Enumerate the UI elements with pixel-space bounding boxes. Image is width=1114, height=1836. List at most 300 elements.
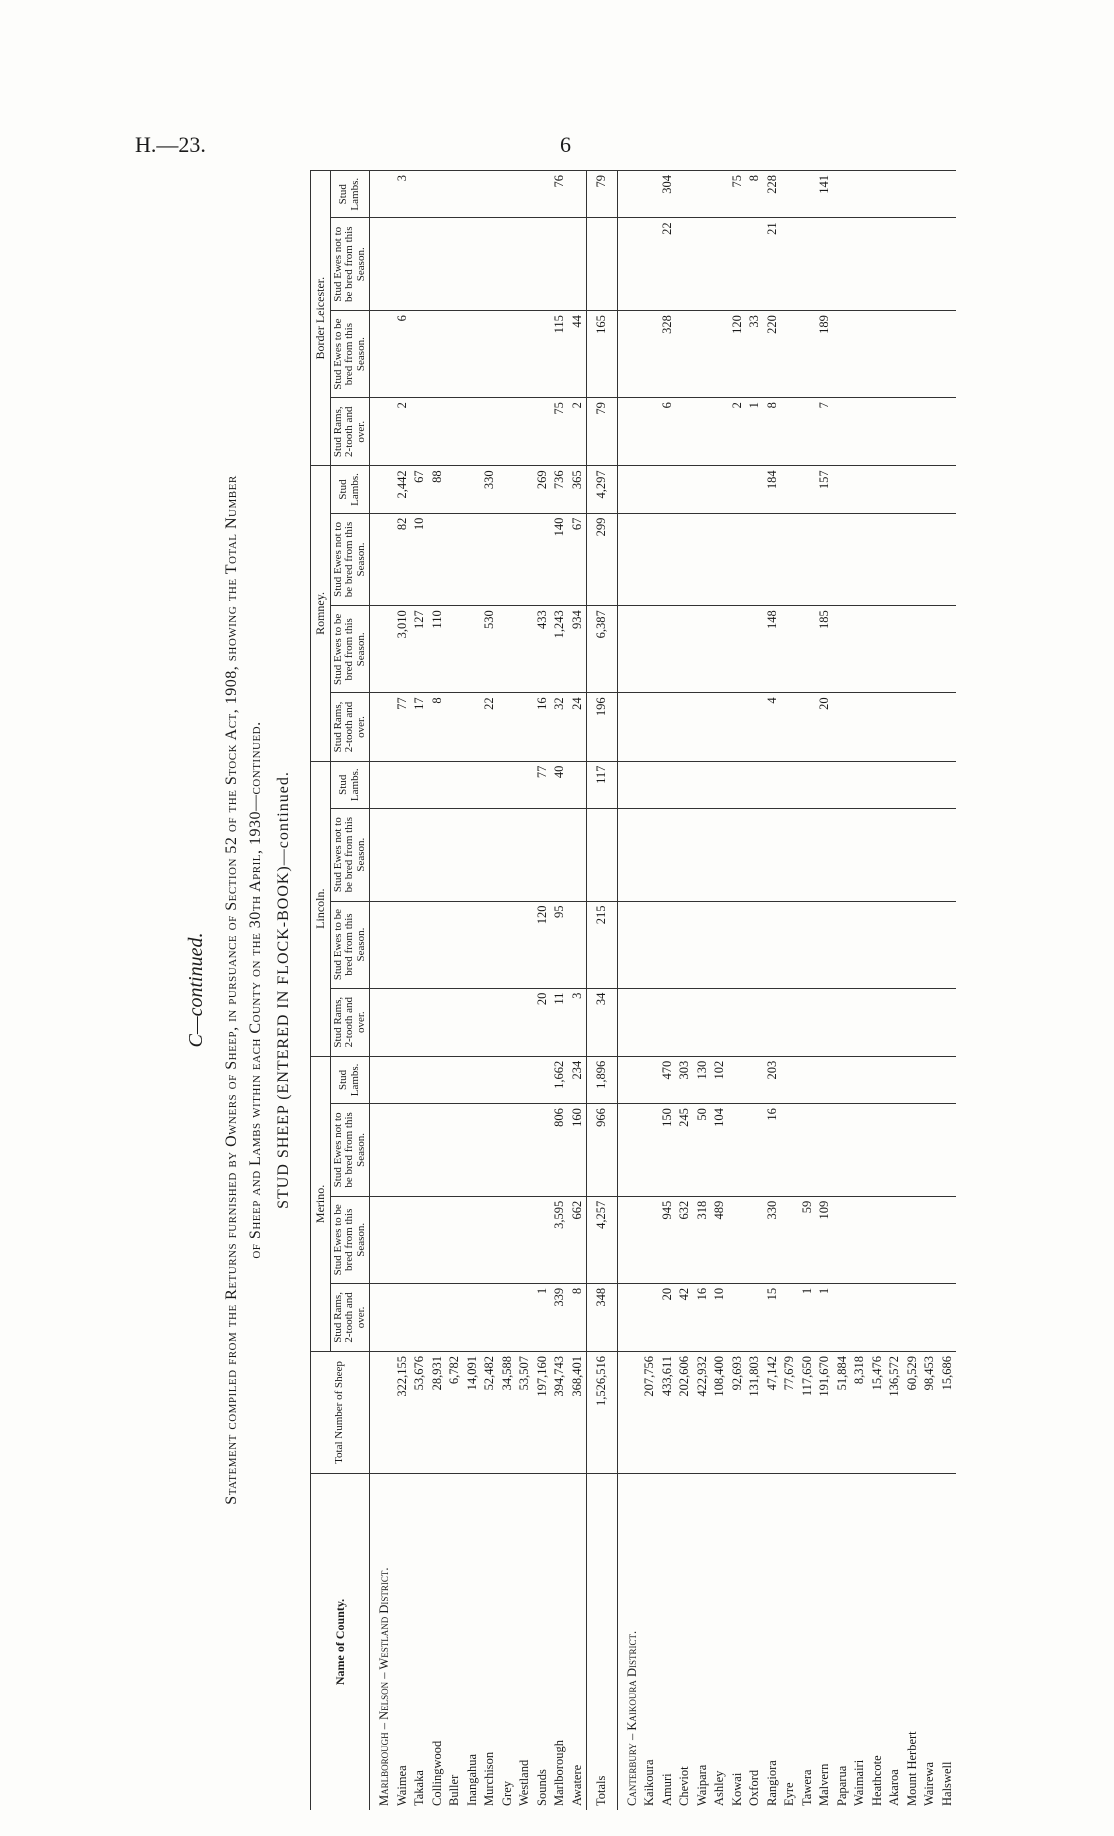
county-name: Cheviot <box>676 1474 694 1811</box>
table-cell <box>869 1283 887 1351</box>
subcolumn-header: Stud Ewes not to be bred from this Season. <box>330 513 370 606</box>
table-cell <box>641 218 659 311</box>
table-cell <box>851 171 869 218</box>
table-cell <box>834 901 852 988</box>
table-cell: 191,670 <box>816 1352 834 1474</box>
table-cell <box>851 1196 869 1283</box>
table-cell <box>869 1056 887 1103</box>
table-cell: 3,010 <box>394 606 412 693</box>
table-cell <box>429 218 447 311</box>
table-cell: 17 <box>411 693 429 761</box>
table-cell <box>676 398 694 466</box>
table-cell <box>886 218 904 311</box>
table-cell <box>834 988 852 1056</box>
table-cell <box>676 218 694 311</box>
table-cell <box>781 1283 799 1351</box>
table-cell <box>869 761 887 808</box>
merino-header: Merino. <box>311 1056 331 1351</box>
table-cell <box>394 1196 412 1283</box>
table-cell <box>534 1196 552 1283</box>
table-cell: 95 <box>551 901 569 988</box>
totals-cell: 79 <box>587 398 618 466</box>
table-cell <box>729 988 747 1056</box>
table-cell: 16 <box>534 693 552 761</box>
table-cell <box>694 693 712 761</box>
table-row <box>886 171 904 1811</box>
table-cell: 24 <box>569 693 587 761</box>
table-cell <box>781 1056 799 1103</box>
table-cell <box>676 171 694 218</box>
table-cell <box>641 1104 659 1197</box>
table-cell <box>516 218 534 311</box>
table-cell <box>394 1104 412 1197</box>
totals-cell: 215 <box>587 901 618 988</box>
table-cell: 53,507 <box>516 1352 534 1474</box>
table-cell <box>851 693 869 761</box>
table-cell <box>711 513 729 606</box>
county-name: Kaikoura <box>641 1474 659 1811</box>
table-row <box>781 171 799 1811</box>
table-row <box>746 171 764 1811</box>
totals-cell: 165 <box>587 311 618 398</box>
table-cell <box>834 1056 852 1103</box>
stud-sheep-subtitle: STUD SHEEP (ENTERED IN FLOCK-BOOK)—continued. <box>275 771 292 1209</box>
table-cell: 8,318 <box>851 1352 869 1474</box>
table-cell <box>429 1104 447 1197</box>
region-name: Canterbury – Kaikoura District. <box>617 1474 641 1811</box>
table-cell <box>694 761 712 808</box>
empty-cell <box>370 466 394 513</box>
region-heading-row <box>370 171 394 1811</box>
table-cell <box>464 171 482 218</box>
table-cell <box>729 808 747 901</box>
table-cell <box>446 218 464 311</box>
table-cell <box>429 398 447 466</box>
table-cell: 120 <box>534 901 552 988</box>
empty-cell <box>617 606 641 693</box>
county-name: Eyre <box>781 1474 799 1811</box>
table-cell <box>886 1196 904 1283</box>
table-cell <box>481 988 499 1056</box>
table-cell <box>904 901 922 988</box>
empty-cell <box>370 606 394 693</box>
table-row <box>904 171 922 1811</box>
table-cell <box>499 808 517 901</box>
table-cell <box>939 171 957 218</box>
table-cell <box>921 398 939 466</box>
table-cell <box>939 808 957 901</box>
county-name: Waimairi <box>851 1474 869 1811</box>
table-cell <box>764 808 782 901</box>
subcolumn-header: Stud Rams, 2-tooth and over. <box>330 988 370 1056</box>
table-cell <box>446 171 464 218</box>
region-heading-row <box>617 171 641 1811</box>
table-row <box>551 171 569 1811</box>
table-cell <box>411 988 429 1056</box>
table-cell <box>921 988 939 1056</box>
table-cell: 3 <box>394 171 412 218</box>
table-cell <box>816 218 834 311</box>
table-cell: 22 <box>659 218 677 311</box>
table-cell <box>641 808 659 901</box>
subcolumn-header: Stud Ewes not to be bred from this Season. <box>330 1104 370 1197</box>
table-cell <box>694 988 712 1056</box>
table-cell: 6,782 <box>446 1352 464 1474</box>
table-cell <box>781 1196 799 1283</box>
table-cell: 1,243 <box>551 606 569 693</box>
table-cell <box>851 1283 869 1351</box>
table-cell <box>676 761 694 808</box>
table-cell <box>499 466 517 513</box>
table-row <box>834 171 852 1811</box>
region-name: Marlborough – Nelson – Westland District. <box>370 1474 394 1811</box>
table-row <box>921 171 939 1811</box>
table-cell <box>394 218 412 311</box>
table-cell: 52,482 <box>481 1352 499 1474</box>
table-cell <box>834 466 852 513</box>
table-cell <box>799 218 817 311</box>
table-cell <box>816 761 834 808</box>
table-cell: 220 <box>764 311 782 398</box>
table-cell <box>446 398 464 466</box>
table-cell <box>711 761 729 808</box>
empty-cell <box>370 693 394 761</box>
table-cell <box>921 1283 939 1351</box>
table-row <box>851 171 869 1811</box>
table-cell <box>516 311 534 398</box>
table-cell <box>641 1196 659 1283</box>
subcolumn-header: Stud Lambs. <box>330 761 370 808</box>
table-cell <box>499 1056 517 1103</box>
subcolumn-header: Stud Rams, 2-tooth and over. <box>330 398 370 466</box>
subcolumn-header: Stud Lambs. <box>330 171 370 218</box>
table-cell: 82 <box>394 513 412 606</box>
table-cell: 42 <box>676 1283 694 1351</box>
table-cell <box>921 761 939 808</box>
table-cell: 88 <box>429 466 447 513</box>
county-name: Inangahua <box>464 1474 482 1811</box>
table-cell <box>851 606 869 693</box>
table-cell <box>481 1196 499 1283</box>
table-cell <box>694 171 712 218</box>
table-cell <box>904 218 922 311</box>
table-row <box>464 171 482 1811</box>
table-cell <box>746 1283 764 1351</box>
table-cell: 2 <box>569 398 587 466</box>
totals-cell: 6,387 <box>587 606 618 693</box>
table-cell <box>886 901 904 988</box>
county-name: Buller <box>446 1474 464 1811</box>
table-cell <box>464 1196 482 1283</box>
table-cell <box>429 171 447 218</box>
table-cell: 1 <box>746 398 764 466</box>
table-cell <box>729 606 747 693</box>
table-cell <box>939 398 957 466</box>
table-cell <box>834 171 852 218</box>
table-cell: 8 <box>746 171 764 218</box>
table-cell: 148 <box>764 606 782 693</box>
table-cell <box>886 513 904 606</box>
empty-cell <box>617 398 641 466</box>
table-row <box>816 171 834 1811</box>
table-cell <box>659 606 677 693</box>
table-cell: 330 <box>481 466 499 513</box>
table-cell <box>516 761 534 808</box>
table-cell <box>939 311 957 398</box>
table-cell <box>764 513 782 606</box>
table-cell: 33 <box>746 311 764 398</box>
table-row <box>446 171 464 1811</box>
table-cell: 6 <box>394 311 412 398</box>
table-cell: 40 <box>551 761 569 808</box>
table-cell: 8 <box>764 398 782 466</box>
table-cell: 120 <box>729 311 747 398</box>
table-cell <box>886 693 904 761</box>
table-cell <box>534 808 552 901</box>
table-cell <box>764 988 782 1056</box>
table-row <box>869 171 887 1811</box>
table-cell: 303 <box>676 1056 694 1103</box>
table-cell <box>569 218 587 311</box>
table-cell <box>921 1104 939 1197</box>
empty-cell <box>617 808 641 901</box>
table-cell <box>921 808 939 901</box>
table-cell <box>694 466 712 513</box>
table-cell: 15,686 <box>939 1352 957 1474</box>
table-cell <box>516 1196 534 1283</box>
table-cell <box>446 693 464 761</box>
county-name: Heathcote <box>869 1474 887 1811</box>
table-cell <box>799 901 817 988</box>
table-cell <box>464 311 482 398</box>
table-cell <box>746 513 764 606</box>
table-cell: 115 <box>551 311 569 398</box>
table-cell <box>746 808 764 901</box>
table-body <box>370 171 957 1811</box>
empty-cell <box>370 398 394 466</box>
table-cell <box>781 398 799 466</box>
table-cell <box>676 808 694 901</box>
table-row <box>659 171 677 1811</box>
table-cell <box>429 761 447 808</box>
table-cell <box>516 606 534 693</box>
table-cell <box>659 901 677 988</box>
page-header <box>0 132 1114 162</box>
table-cell: 160 <box>569 1104 587 1197</box>
totals-label: Totals <box>587 1474 618 1811</box>
county-name: Takaka <box>411 1474 429 1811</box>
table-cell <box>799 171 817 218</box>
totals-cell: 79 <box>587 171 618 218</box>
table-cell: 44 <box>569 311 587 398</box>
subcolumn-header: Stud Ewes to be bred from this Season. <box>330 311 370 398</box>
empty-cell <box>617 171 641 218</box>
table-cell <box>429 901 447 988</box>
table-cell <box>659 466 677 513</box>
county-name: Oxford <box>746 1474 764 1811</box>
empty-cell <box>370 1104 394 1197</box>
table-cell: 1 <box>534 1283 552 1351</box>
table-cell <box>729 1056 747 1103</box>
totals-cell <box>587 808 618 901</box>
table-cell <box>641 513 659 606</box>
table-cell <box>464 761 482 808</box>
table-cell <box>746 1196 764 1283</box>
table-cell <box>676 513 694 606</box>
table-cell: 203 <box>764 1056 782 1103</box>
table-row <box>729 171 747 1811</box>
table-cell <box>516 901 534 988</box>
table-cell <box>659 513 677 606</box>
table-cell <box>834 1104 852 1197</box>
table-cell: 32 <box>551 693 569 761</box>
table-cell <box>446 1283 464 1351</box>
table-cell <box>816 513 834 606</box>
table-cell <box>851 1056 869 1103</box>
table-row <box>481 171 499 1811</box>
table-cell: 3 <box>569 988 587 1056</box>
total-sheep-column-header: Total Number of Sheep <box>311 1352 370 1474</box>
table-cell <box>464 988 482 1056</box>
table-cell <box>834 1196 852 1283</box>
subcolumn-header: Stud Ewes to be bred from this Season. <box>330 1196 370 1283</box>
table-cell <box>746 761 764 808</box>
table-cell <box>499 311 517 398</box>
table-cell <box>534 1104 552 1197</box>
table-cell <box>641 466 659 513</box>
table-cell <box>481 1104 499 1197</box>
county-name: Akaroa <box>886 1474 904 1811</box>
table-cell <box>781 988 799 1056</box>
table-cell <box>641 311 659 398</box>
empty-cell <box>370 513 394 606</box>
table-cell <box>569 808 587 901</box>
table-cell <box>851 808 869 901</box>
table-cell <box>676 988 694 1056</box>
table-cell <box>659 761 677 808</box>
table-cell <box>729 1104 747 1197</box>
table-cell: 34,588 <box>499 1352 517 1474</box>
table-cell <box>851 901 869 988</box>
table-row <box>799 171 817 1811</box>
table-cell: 228 <box>764 171 782 218</box>
table-cell <box>904 606 922 693</box>
table-cell <box>729 761 747 808</box>
table-cell <box>939 1056 957 1103</box>
table-cell: 945 <box>659 1196 677 1283</box>
table-cell <box>799 513 817 606</box>
table-cell <box>481 171 499 218</box>
table-cell <box>799 1104 817 1197</box>
table-cell <box>799 693 817 761</box>
totals-cell: 1,526,516 <box>587 1352 618 1474</box>
table-cell <box>569 171 587 218</box>
table-cell <box>711 693 729 761</box>
table-cell: 368,401 <box>569 1352 587 1474</box>
table-cell <box>446 606 464 693</box>
table-cell <box>429 1196 447 1283</box>
table-cell: 20 <box>534 988 552 1056</box>
county-name: Marlborough <box>551 1474 569 1811</box>
table-cell: 433,611 <box>659 1352 677 1474</box>
county-name: Collingwood <box>429 1474 447 1811</box>
table-cell <box>394 901 412 988</box>
table-cell <box>729 466 747 513</box>
table-cell <box>729 693 747 761</box>
table-cell <box>446 901 464 988</box>
table-cell <box>834 398 852 466</box>
table-row <box>939 171 957 1811</box>
table-cell <box>481 513 499 606</box>
statement-title-line-1: Statement compiled from the Returns furnished by Owners of Sheep, in pursuance of Section 52 of the Stock Act, 1908, showing the Total Number <box>223 475 240 1505</box>
table-cell <box>711 988 729 1056</box>
table-cell <box>676 901 694 988</box>
table-cell <box>799 398 817 466</box>
document-reference: H.—23. <box>135 132 206 157</box>
table-cell <box>869 1104 887 1197</box>
table-cell <box>886 398 904 466</box>
table-cell <box>446 513 464 606</box>
table-cell: 67 <box>411 466 429 513</box>
table-cell: 11 <box>551 988 569 1056</box>
table-cell <box>869 171 887 218</box>
table-cell <box>834 218 852 311</box>
table-cell <box>921 218 939 311</box>
table-cell: 2 <box>729 398 747 466</box>
table-cell: 662 <box>569 1196 587 1283</box>
table-cell <box>516 466 534 513</box>
table-cell <box>411 1196 429 1283</box>
table-cell <box>481 901 499 988</box>
table-cell <box>921 693 939 761</box>
table-cell <box>534 513 552 606</box>
table-cell <box>711 171 729 218</box>
table-cell: 150 <box>659 1104 677 1197</box>
table-cell <box>464 466 482 513</box>
table-cell: 184 <box>764 466 782 513</box>
table-cell <box>429 311 447 398</box>
totals-row <box>587 171 618 1811</box>
table-cell: 10 <box>411 513 429 606</box>
table-cell <box>729 513 747 606</box>
table-cell <box>781 171 799 218</box>
table-cell <box>429 808 447 901</box>
table-cell <box>676 466 694 513</box>
table-cell <box>729 1283 747 1351</box>
table-cell: 8 <box>569 1283 587 1351</box>
table-cell: 67 <box>569 513 587 606</box>
table-cell <box>939 761 957 808</box>
table-cell: 50 <box>694 1104 712 1197</box>
table-cell: 1 <box>816 1283 834 1351</box>
table-cell <box>799 988 817 1056</box>
table-cell <box>729 218 747 311</box>
table-cell <box>516 693 534 761</box>
table-cell <box>851 311 869 398</box>
table-cell: 2,442 <box>394 466 412 513</box>
empty-cell <box>617 218 641 311</box>
table-cell <box>446 761 464 808</box>
table-cell <box>781 693 799 761</box>
table-cell: 109 <box>816 1196 834 1283</box>
table-cell: 365 <box>569 466 587 513</box>
table-cell <box>904 513 922 606</box>
table-cell: 470 <box>659 1056 677 1103</box>
empty-cell <box>617 311 641 398</box>
table-cell <box>834 808 852 901</box>
table-cell <box>886 1104 904 1197</box>
table-cell <box>781 761 799 808</box>
